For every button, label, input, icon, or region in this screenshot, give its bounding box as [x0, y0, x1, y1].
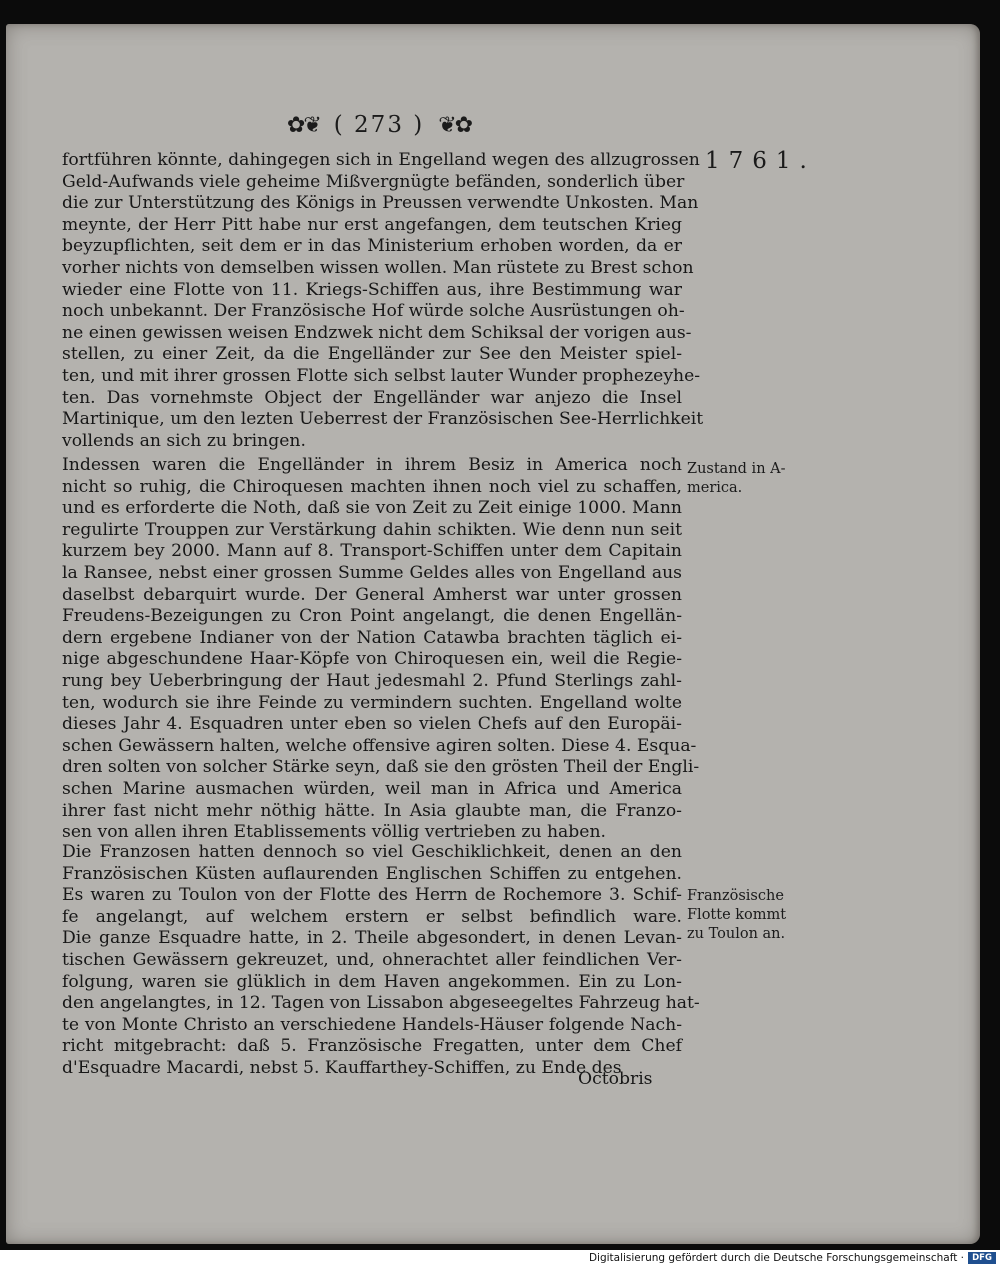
- text-line: schen Gewässern halten, welche offensive agiren solten. Diese 4. Esqua-: [62, 735, 697, 756]
- text-line: und es erforderte die Noth, daß sie von Zeit zu Zeit einige 1000. Mann: [62, 498, 682, 519]
- ornament-right-icon: ❦✿: [438, 112, 472, 138]
- text-line: dieses Jahr 4. Esquadren unter eben so vielen Chefs auf den Europäi-: [62, 714, 682, 735]
- text-line: d'Esquadre Macardi, nebst 5. Kauffarthey-Schiffen, zu Ende des: [62, 1057, 622, 1078]
- text-line: die zur Unterstützung des Königs in Preussen verwendte Unkosten. Man: [62, 193, 699, 214]
- page-number: ( 273 ): [333, 112, 425, 138]
- dfg-logo: DFG: [968, 1252, 996, 1264]
- ornament-left-icon: ✿❦: [286, 112, 320, 138]
- text-line: nicht so ruhig, die Chiroquesen machten ihnen noch viel zu schaffen,: [62, 476, 682, 497]
- text-line: meynte, der Herr Pitt habe nur erst angefangen, dem teutschen Krieg: [62, 214, 682, 235]
- text-line: vollends an sich zu bringen.: [62, 430, 306, 451]
- text-line: Die Franzosen hatten dennoch so viel Geschiklichkeit, denen an den: [62, 842, 682, 862]
- text-line: Indessen waren die Engelländer in ihrem Besiz in America noch: [62, 455, 682, 475]
- footer-credit: Digitalisierung gefördert durch die Deutsche Forschungsgemeinschaft ·: [588, 1252, 964, 1264]
- text-line: beyzupflichten, seit dem er in das Ministerium erhoben worden, da er: [62, 236, 682, 257]
- text-line: stellen, zu einer Zeit, da die Engelländer zur See den Meister spiel-: [62, 344, 682, 365]
- text-line: den angelangtes, in 12. Tagen von Lissabon abgeseegeltes Fahrzeug hat-: [62, 993, 700, 1014]
- text-line: dern ergebene Indianer von der Nation Catawba brachten täglich ei-: [62, 627, 682, 648]
- text-line: regulirte Trouppen zur Verstärkung dahin schikten. Wie denn nun seit: [62, 519, 682, 540]
- text-line: richt mitgebracht: daß 5. Französische Fregatten, unter dem Chef: [62, 1036, 682, 1057]
- text-line: la Ransee, nebst einer grossen Summe Geldes alles von Engelland aus: [62, 562, 682, 583]
- text-line: rung bey Ueberbringung der Haut jedesmahl 2. Pfund Sterlings zahl-: [62, 670, 682, 691]
- paragraph-3: [62, 842, 700, 1080]
- footer-bar: [0, 1250, 1000, 1267]
- text-line: te von Monte Christo an verschiedene Handels-Häuser folgende Nach-: [62, 1014, 682, 1035]
- text-line: folgung, waren sie glüklich in dem Haven angekommen. Ein zu Lon-: [62, 971, 682, 992]
- text-line: daselbst debarquirt wurde. Der General Amherst war unter grossen: [62, 584, 682, 605]
- text-line: ne einen gewissen weisen Endzwek nicht dem Schiksal der vorigen aus-: [62, 322, 692, 343]
- text-line: tischen Gewässern gekreuzet, und, ohnerachtet aller feindlichen Ver-: [62, 949, 682, 970]
- text-line: schen Marine ausmachen würden, weil man in Africa und America: [62, 778, 682, 799]
- text-line: nige abgeschundene Haar-Köpfe von Chiroquesen ein, weil die Regie-: [62, 649, 682, 670]
- margin-note-america: [687, 460, 807, 498]
- text-line: ihrer fast nicht mehr nöthig hätte. In Asia glaubte man, die Franzo-: [62, 800, 682, 821]
- text-line: ten. Das vornehmste Object der Engelländer war anjezo die Insel: [62, 387, 682, 408]
- page-header: [264, 108, 494, 142]
- margin-note-line: zu Toulon an.: [687, 926, 786, 942]
- text-line: sen von allen ihren Etablissements völlig vertrieben zu haben.: [62, 822, 607, 843]
- text-line: fortführen könnte, dahingegen sich in Engelland wegen des allzugrossen: [62, 150, 700, 170]
- margin-note-toulon: [687, 887, 807, 944]
- text-line: Es waren zu Toulon von der Flotte des Herrn de Rochemore 3. Schif-: [62, 885, 682, 906]
- text-line: Die ganze Esquadre hatte, in 2. Theile abgesondert, in denen Levan-: [62, 928, 682, 949]
- text-line: Geld-Aufwands viele geheime Mißvergnügte befänden, sonderlich über: [62, 171, 685, 192]
- margin-note-line: Französische: [687, 888, 784, 904]
- text-line: vorher nichts von demselben wissen wollen. Man rüstete zu Brest schon: [62, 257, 694, 278]
- text-line: noch unbekannt. Der Französische Hof würde solche Ausrüstungen oh-: [62, 301, 685, 322]
- text-line: Martinique, um den lezten Ueberrest der Französischen See-Herrlichkeit: [62, 409, 704, 430]
- paragraph-1: [62, 150, 704, 452]
- year-marginal: 1761.: [705, 148, 816, 174]
- margin-note-line: merica.: [687, 480, 743, 496]
- text-line: fe angelangt, auf welchem erstern er selbst befindlich ware.: [62, 906, 682, 927]
- text-line: wieder eine Flotte von 11. Kriegs-Schiffen aus, ihre Bestimmung war: [62, 279, 682, 300]
- text-line: kurzem bey 2000. Mann auf 8. Transport-Schiffen unter dem Capitain: [62, 541, 682, 562]
- paragraph-2: [62, 455, 700, 844]
- text-line: Freudens-Bezeigungen zu Cron Point angelangt, die denen Engellän-: [62, 606, 682, 627]
- text-line: Französischen Küsten auflaurenden Englischen Schiffen zu entgehen.: [62, 863, 682, 884]
- text-line: ten, und mit ihrer grossen Flotte sich selbst lauter Wunder prophezeyhe-: [62, 365, 701, 386]
- margin-note-line: Zustand in A-: [687, 461, 786, 477]
- text-line: ten, wodurch sie ihre Feinde zu vermindern suchten. Engelland wolte: [62, 692, 682, 713]
- margin-note-line: Flotte kommt: [687, 907, 787, 923]
- catchword: Octobris: [578, 1069, 653, 1089]
- text-line: dren solten von solcher Stärke seyn, daß sie den grösten Theil der Engli-: [62, 757, 700, 778]
